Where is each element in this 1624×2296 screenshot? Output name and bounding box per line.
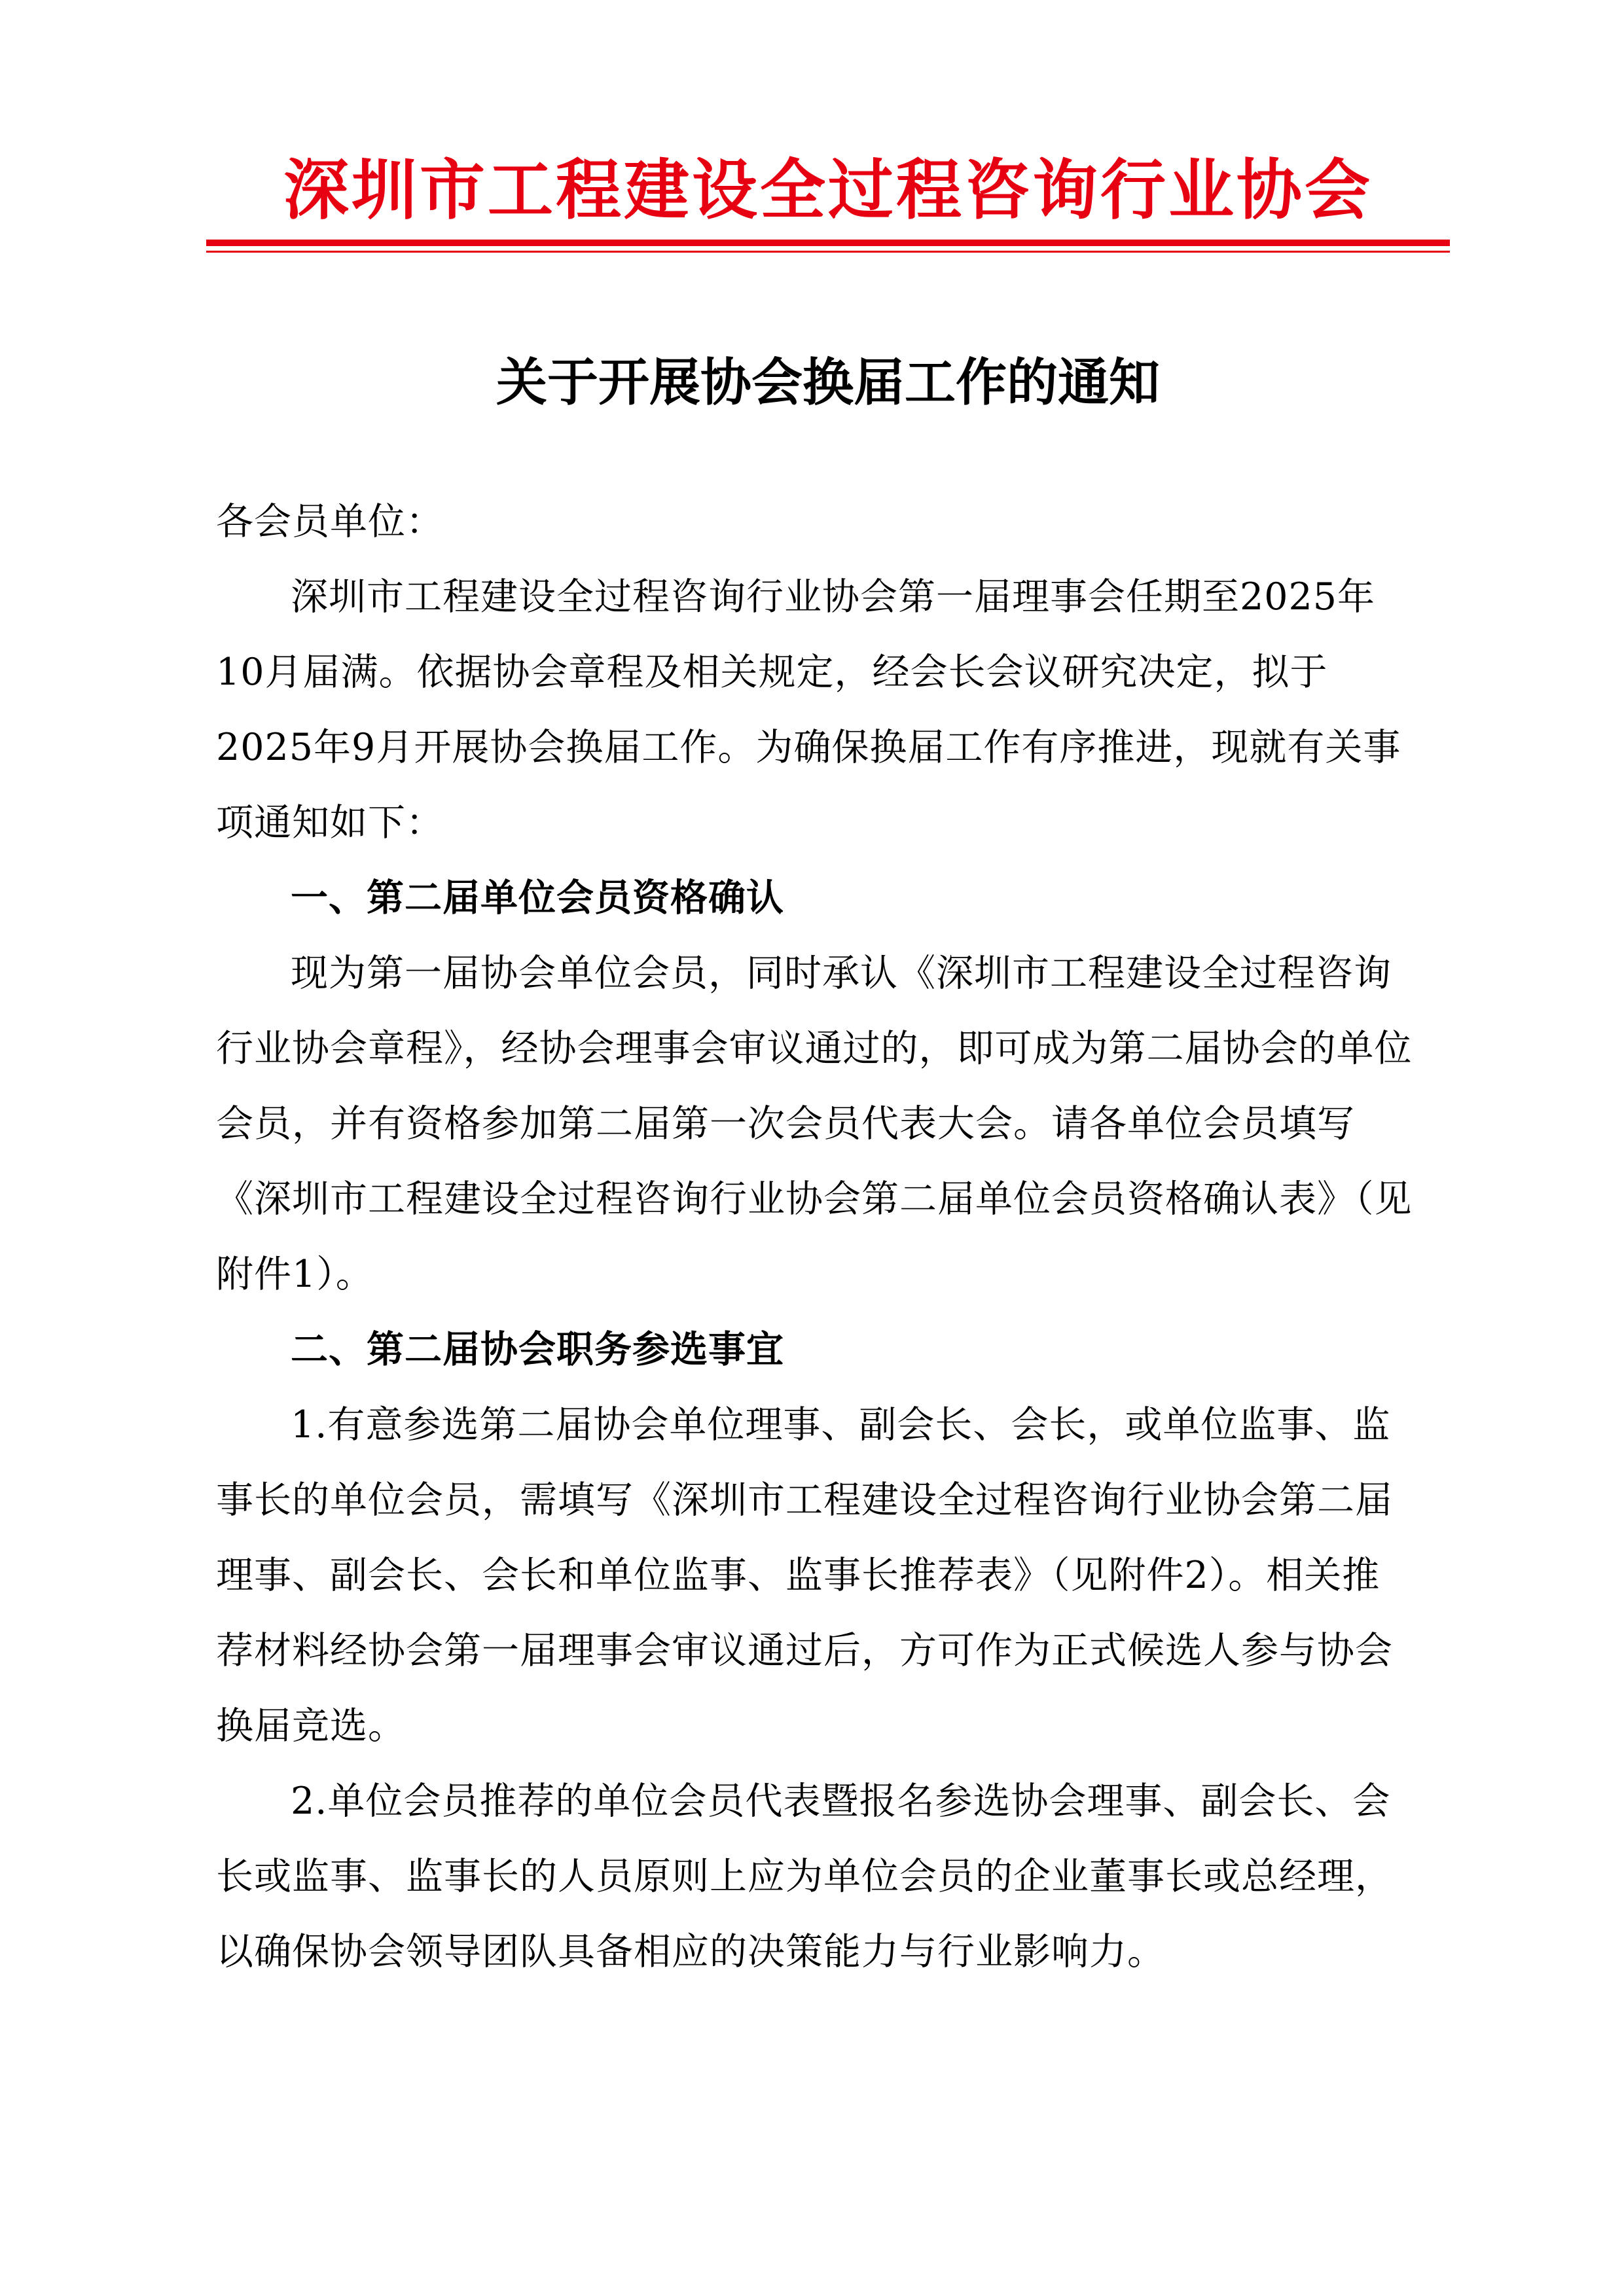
header-rule-thin xyxy=(206,251,1450,253)
organization-header: 深圳市工程建设全过程咨询行业协会 xyxy=(283,151,1373,228)
document-body xyxy=(216,484,1414,1990)
document-title: 关于开展协会换届工作的通知 xyxy=(496,353,1160,412)
intro-paragraph: 深圳市工程建设全过程咨询行业协会第一届理事会任期至2025年10月届满。依据协会章程及相关规定，经会长会议研究决定，拟于2025年9月开展协会换届工作。为确保换届工作有序推进，现就有关事项通知如下： xyxy=(216,575,1401,844)
section-heading-1: 一、第二届单位会员资格确认 xyxy=(291,876,784,920)
section-1-paragraph-1: 现为第一届协会单位会员，同时承认《深圳市工程建设全过程咨询行业协会章程》，经协会理事会审议通过的，即可成为第二届协会的单位会员，并有资格参加第二届第一次会员代表大会。请各单位会员填写《深圳市工程建设全过程咨询行业协会第二届单位会员资格确认表》（见附件1）。 xyxy=(216,952,1413,1296)
salutation: 各会员单位： xyxy=(216,500,444,543)
section-2-paragraph-2: 2.单位会员推荐的单位会员代表暨报名参选协会理事、副会长、会长或监事、监事长的人员原则上应为单位会员的企业董事长或总经理，以确保协会领导团队具备相应的决策能力与行业影响力。 xyxy=(216,1780,1393,1973)
header-rule-thick xyxy=(206,240,1450,246)
section-heading-2: 二、第二届协会职务参选事宜 xyxy=(291,1328,784,1371)
section-2-paragraph-1: 1.有意参选第二届协会单位理事、副会长、会长，或单位监事、监事长的单位会员，需填写《深圳市工程建设全过程咨询行业协会第二届理事、副会长、会长和单位监事、监事长推荐表》（见附件2）。相关推荐材料经协会第一届理事会审议通过后，方可作为正式候选人参与协会换届竞选。 xyxy=(216,1403,1393,1748)
